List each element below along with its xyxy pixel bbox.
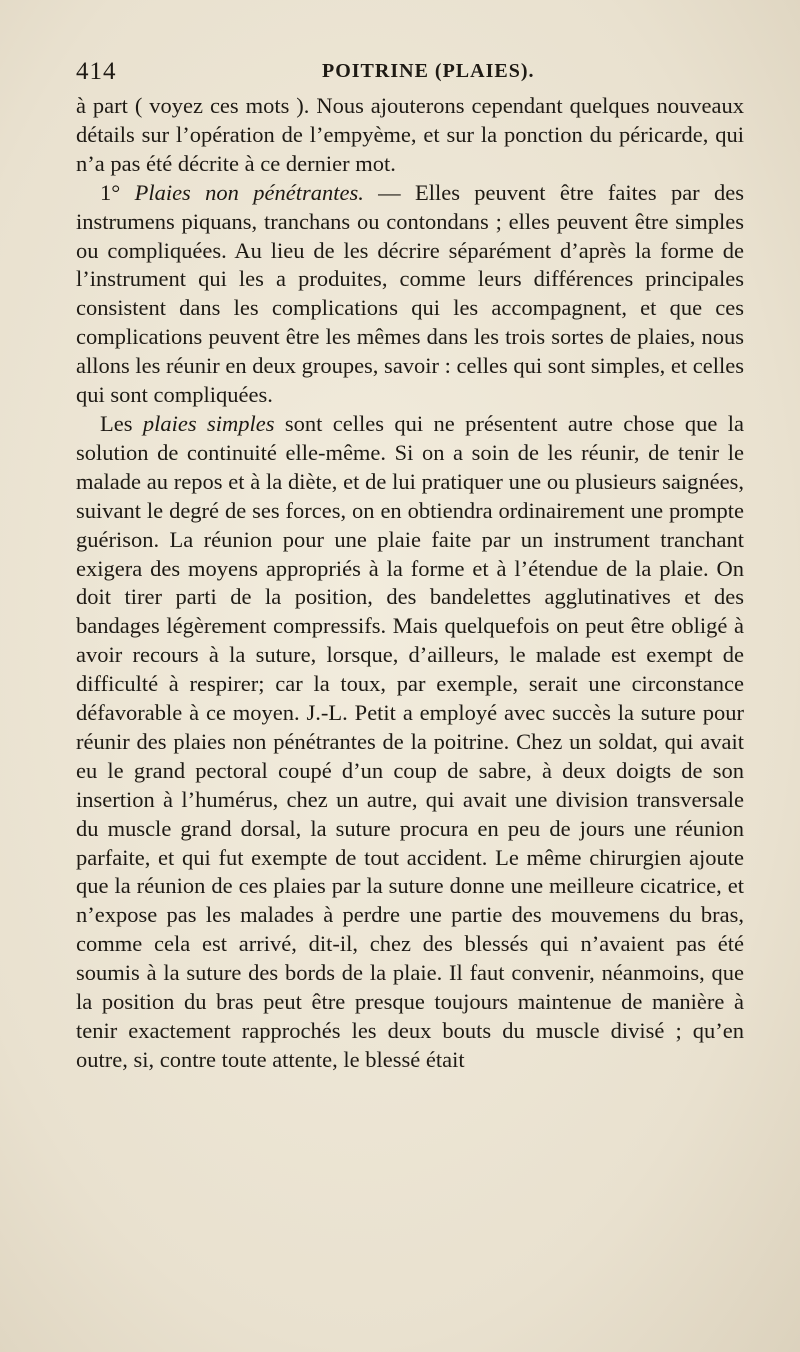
paragraph-lead: Les [100, 410, 143, 436]
section-heading: Plaies non pénétrantes. [134, 179, 364, 205]
paragraph-text: — Elles peuvent être faites par des instrumens piquans, tranchans ou contondans ; elles peuvent être simples ou compliquées. Au lieu de les décrire séparément d’après la forme de l’instrument qui les a produites, comme leurs différences principales consistent dans les complications qui les accompagnent, et que ces complications peuvent être les mêmes dans les trois sortes de plaies, nous allons les réunir en deux groupes, savoir : celles qui sont simples, et celles qui sont compliquées. [76, 179, 744, 408]
running-head: POITRINE (PLAIES). [322, 60, 535, 82]
page-header [76, 58, 676, 88]
paragraph-continuation [76, 92, 744, 179]
paragraph-simple-wounds [76, 410, 744, 1075]
paragraph-non-penetrating-wounds [76, 179, 744, 410]
paragraph-lead: 1° [100, 179, 135, 205]
page-number: 414 [76, 58, 117, 85]
paragraph-text: à part ( voyez ces mots ). Nous ajouterons cependant quelques nouveaux détails sur l’opération de l’empyème, et sur la ponction du péricarde, qui n’a pas été décrite à ce dernier mot. [76, 93, 744, 176]
body-text [76, 92, 744, 1075]
paragraph-text: sont celles qui ne présentent autre chose que la solution de continuité elle-même. Si on a soin de les réunir, de tenir le malade au repos et à la diète, et de lui pratiquer une ou plusieurs saignées, suivant le degré de ses forces, on en obtiendra ordinairement une prompte guérison. La réunion pour une plaie faite par un instrument tranchant exigera des moyens appropriés à la forme et à l’étendue de la plaie. On doit tirer parti de la position, des bandelettes agglutinatives et des bandages légèrement compressifs. Mais quelquefois on peut être obligé à avoir recours à la suture, lorsque, d’ailleurs, le malade est exempt de difficulté à respirer; car la toux, par exemple, serait une circonstance défavorable à ce moyen. J.-L. Petit a employé avec succès la suture pour réunir des plaies non pénétrantes de la poitrine. Chez un soldat, qui avait eu le grand pectoral coupé d’un coup de sabre, à deux doigts de son insertion à l’humérus, chez un autre, qui avait une division transversale du muscle grand dorsal, la suture procura en peu de jours une réunion parfaite, et qui fut exempte de tout accident. Le même chirurgien ajoute que la réunion de ces plaies par la suture donne une meilleure cicatrice, et n’expose pas les malades à perdre une partie des mouvemens du bras, comme cela est arrivé, dit-il, chez des blessés qui n’avaient pas été soumis à la suture des bords de la plaie. Il faut convenir, néanmoins, que la position du bras peut être presque toujours maintenue de manière à tenir exactement rapprochés les deux bouts du muscle divisé ; qu’en outre, si, contre toute attente, le blessé était [76, 410, 744, 1072]
emphasis-term: plaies simples [142, 410, 275, 436]
